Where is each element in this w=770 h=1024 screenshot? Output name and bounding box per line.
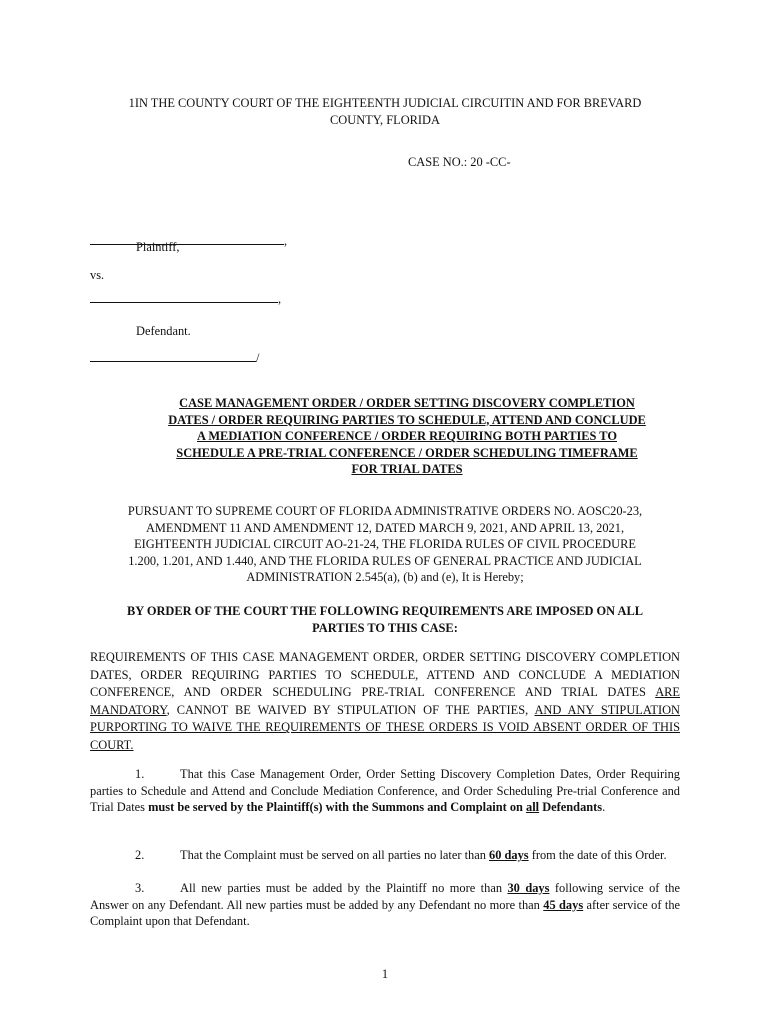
case-number: CASE NO.: 20 -CC- (408, 155, 511, 169)
by-order-heading (60, 603, 710, 636)
item-text: All new parties must be added by the Plaintiff no more than (180, 881, 508, 895)
item-text: That this Case Management Order, Order Setting Discovery Completion Dates, Order Requiring parties to Schedule and Attend and Conclude Mediation Conference, and Order Scheduling Pre-trial Conference and Trial Dates (90, 767, 680, 815)
court-heading-line1: 1IN THE COUNTY COURT OF THE EIGHTEENTH JUDICIAL CIRCUITIN AND FOR BREVARD (128, 96, 642, 110)
item-emphasis-days: 60 days (489, 848, 529, 862)
order-title-line3: A MEDIATION CONFERENCE / ORDER REQUIRING BOTH PARTIES TO (197, 429, 617, 444)
court-heading-line2: COUNTY, FLORIDA (330, 112, 440, 127)
order-title-line1: CASE MANAGEMENT ORDER / ORDER SETTING DISCOVERY COMPLETION (179, 396, 635, 410)
numbered-item-1 (90, 766, 680, 816)
item-text-end: from the date of this Order. (528, 848, 667, 862)
pursuant-line3: EIGHTEENTH JUDICIAL CIRCUIT AO-21-24, THE FLORIDA RULES OF CIVIL PROCEDURE (134, 537, 636, 552)
defendant-suffix: , (278, 292, 282, 306)
page-number: 1 (381, 967, 389, 981)
plaintiff-label: Plaintiff, (136, 240, 180, 254)
by-order-line2: PARTIES TO THIS CASE: (312, 620, 458, 635)
pursuant-paragraph (60, 503, 710, 586)
item-text: That the Complaint must be served on all parties no later than (180, 848, 489, 862)
item-number: 3. (135, 881, 145, 895)
pursuant-line1: PURSUANT TO SUPREME COURT OF FLORIDA ADMINISTRATIVE ORDERS NO. AOSC20-23, (127, 504, 643, 518)
blank-line (90, 232, 284, 245)
caption-end-line (90, 349, 259, 367)
order-title-line4: SCHEDULE A PRE-TRIAL CONFERENCE / ORDER SCHEDULING TIMEFRAME (176, 445, 638, 460)
caption-end-slash: / (256, 351, 260, 365)
requirements-paragraph (90, 649, 680, 755)
item-emphasis-days: 30 days (507, 881, 550, 895)
item-number: 1. (135, 767, 145, 781)
item-text-end: . (602, 800, 606, 815)
pursuant-line5: ADMINISTRATION 2.545(a), (b) and (e), It is Hereby; (246, 570, 524, 585)
blank-line (90, 290, 278, 303)
order-title-line5: FOR TRIAL DATES (351, 462, 463, 477)
numbered-item-3 (90, 880, 680, 930)
pursuant-line4: 1.200, 1.201, AND 1.440, AND THE FLORIDA RULES OF GENERAL PRACTICE AND JUDICIAL (128, 553, 642, 568)
numbered-item-2 (90, 847, 680, 864)
item-emphasis-days: 45 days (543, 897, 584, 912)
by-order-line1: BY ORDER OF THE COURT THE FOLLOWING REQUIREMENTS ARE IMPOSED ON ALL (126, 604, 644, 618)
item-bold-text: must be served by the Plaintiff(s) with the Summons and Complaint on (148, 800, 527, 815)
order-title (110, 395, 704, 478)
item-number: 2. (135, 848, 145, 862)
plaintiff-suffix: , (284, 234, 288, 248)
court-heading (60, 95, 710, 128)
order-title-line2: DATES / ORDER REQUIRING PARTIES TO SCHEDULE, ATTEND AND CONCLUDE (168, 412, 646, 427)
item-emphasis-all: all (526, 800, 540, 815)
mandatory-text: ARE MANDATORY (90, 685, 680, 717)
void-text: AND ANY STIPULATION PURPORTING TO WAIVE THE REQUIREMENTS OF THESE ORDERS IS VOID ABSENT ORDER OF THIS COURT. (90, 702, 681, 752)
item-bold-text: Defendants (539, 800, 603, 815)
defendant-name-line (90, 290, 281, 308)
defendant-label: Defendant. (136, 324, 191, 338)
pursuant-line2: AMENDMENT 11 AND AMENDMENT 12, DATED MARCH 9, 2021, AND APRIL 13, 2021, (145, 520, 625, 535)
item-text-cont: following service of the Answer on any Defendant. All new parties must be added by any Defendant no more than (90, 881, 680, 912)
requirements-text: REQUIREMENTS OF THIS CASE MANAGEMENT ORDER, ORDER SETTING DISCOVERY COMPLETION DATES, ORDER REQUIRING PARTIES TO SCHEDULE, ATTEND AND CONCLUDE A MEDIATION CONFERENCE, AND ORDER SCHEDULING PRE-TRIAL CONFERENCE AND TRIAL DATES (90, 650, 680, 700)
blank-line (90, 349, 256, 362)
requirements-text-cont: , CANNOT BE WAIVED BY STIPULATION OF THE PARTIES, (166, 702, 535, 717)
plaintiff-name-line (90, 232, 287, 250)
item-text-end: after service of the Complaint upon that Defendant. (90, 897, 681, 929)
versus-label: vs. (90, 268, 105, 282)
